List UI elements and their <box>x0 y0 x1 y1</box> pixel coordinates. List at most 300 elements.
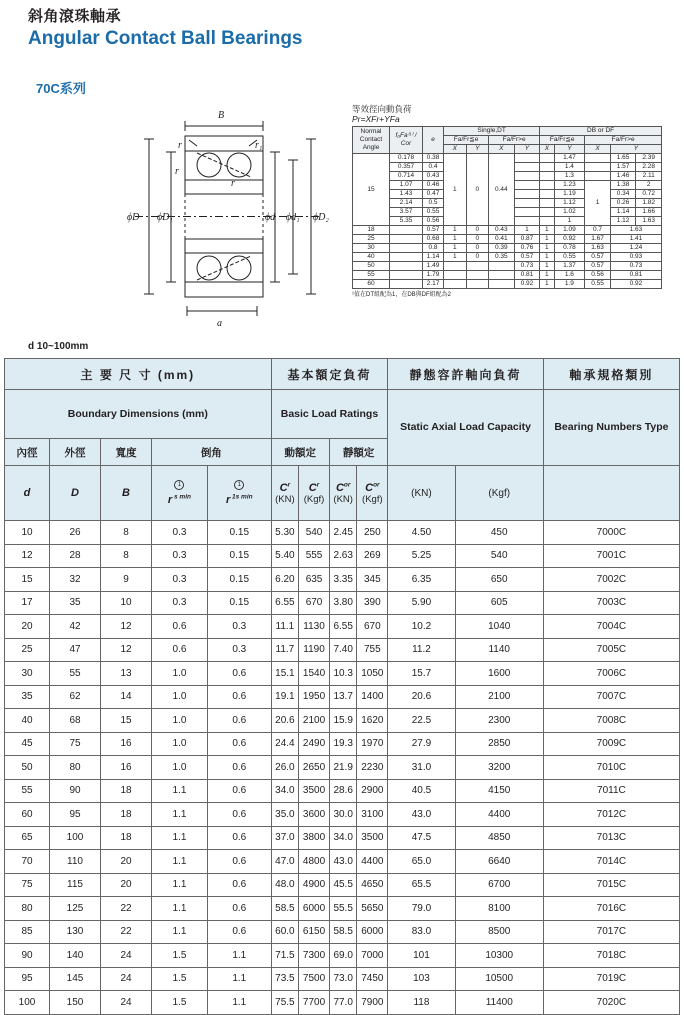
th-y1: Y <box>466 145 489 154</box>
cell-B: 8 <box>101 521 152 545</box>
cell-D: 62 <box>50 685 101 709</box>
load-row: 1.43 0.47 1.19 0.34 0.72 <box>353 190 662 199</box>
cell-D: 75 <box>50 732 101 756</box>
cell-d: 60 <box>5 803 50 827</box>
cell-d: 85 <box>5 920 50 944</box>
cell-cr_kgf: 1130 <box>299 615 330 639</box>
cell-r1: 1.1 <box>207 967 271 991</box>
cell-no: 7010C <box>543 756 679 780</box>
cell-cr_kn: 6.20 <box>271 568 298 592</box>
cell-D: 140 <box>50 944 101 968</box>
th-fafr-le-1: Fa/Fr≦e <box>444 136 489 145</box>
load-row: 25 0.68 1 0 0.41 0.87 1 0.92 1.67 1.41 <box>353 235 662 244</box>
cell-B: 9 <box>101 568 152 592</box>
cell-angle: 15 <box>353 154 390 226</box>
cell-sa_kn: 83.0 <box>388 920 455 944</box>
th-sym-cr-kgf: $C^r$ (Kgf) <box>299 466 330 521</box>
cell-cr_kn: 71.5 <box>271 944 298 968</box>
cell-D: 115 <box>50 873 101 897</box>
cell-no: 7002C <box>543 568 679 592</box>
cell-cr_kn: 75.5 <box>271 991 298 1015</box>
cell-r1: 0.6 <box>207 897 271 921</box>
table-row <box>5 850 680 874</box>
cell-cor_kgf: 3500 <box>357 826 388 850</box>
cell-sa_kn: 65.5 <box>388 873 455 897</box>
cell-no: 7013C <box>543 826 679 850</box>
page-title-cn: 斜角滾珠軸承 <box>28 8 122 25</box>
cell-D: 68 <box>50 709 101 733</box>
dim-label-D1: ϕD₁ <box>157 212 173 223</box>
cell-r: 1.1 <box>152 850 208 874</box>
th-x3: X <box>540 145 554 154</box>
cell-sa_kgf: 1600 <box>455 662 543 686</box>
load-row: 5.35 0.56 1 1.12 1.63 <box>353 217 662 226</box>
cell-d: 10 <box>5 521 50 545</box>
cell-cor_kgf: 7450 <box>357 967 388 991</box>
cell-sa_kgf: 10500 <box>455 967 543 991</box>
cell-r: 1.0 <box>152 685 208 709</box>
cell-sa_kn: 65.0 <box>388 850 455 874</box>
cell-cor_kgf: 345 <box>357 568 388 592</box>
th-fafr-le-2: Fa/Fr≦e <box>540 136 585 145</box>
th-dyn-cn: 動額定 <box>271 439 329 466</box>
cell-r1: 0.6 <box>207 826 271 850</box>
cell-cr_kgf: 7300 <box>299 944 330 968</box>
spec-table-body <box>5 521 680 1015</box>
cell-B: 20 <box>101 873 152 897</box>
load-row: 18 0.57 1 0 0.43 1 1 1.09 0.7 1.63 <box>353 226 662 235</box>
cell-cor_kgf: 390 <box>357 591 388 615</box>
cell-D: 145 <box>50 967 101 991</box>
dim-label-a: a <box>217 318 222 329</box>
cell-D: 32 <box>50 568 101 592</box>
th-y4: Y <box>610 145 661 154</box>
cell-sa_kgf: 11400 <box>455 991 543 1015</box>
cell-cr_kn: 5.30 <box>271 521 298 545</box>
cell-d: 50 <box>5 756 50 780</box>
dim-label-r-3: r <box>231 178 235 189</box>
cell-no: 7018C <box>543 944 679 968</box>
cell-cor_kn: 2.45 <box>329 521 356 545</box>
cell-cr_kgf: 1190 <box>299 638 330 662</box>
cell-cr_kgf: 4900 <box>299 873 330 897</box>
dim-label-d: ϕd <box>265 212 276 223</box>
cell-cor_kn: 3.80 <box>329 591 356 615</box>
cell-no: 7017C <box>543 920 679 944</box>
cell-r1: 0.6 <box>207 662 271 686</box>
dim-label-r-2: r <box>175 166 179 177</box>
cell-r1: 1.1 <box>207 991 271 1015</box>
cell-D: 150 <box>50 991 101 1015</box>
cell-sa_kgf: 450 <box>455 521 543 545</box>
table-row <box>5 967 680 991</box>
cell-cr_kn: 48.0 <box>271 873 298 897</box>
th-dims-en: Boundary Dimensions (mm) <box>5 390 272 439</box>
cell-cor_kn: 73.0 <box>329 967 356 991</box>
cell-cor_kgf: 6000 <box>357 920 388 944</box>
bearing-spec-table <box>4 358 680 1015</box>
cell-r: 1.5 <box>152 991 208 1015</box>
cell-cr_kgf: 1950 <box>299 685 330 709</box>
cell-cor_kn: 19.3 <box>329 732 356 756</box>
cell-r1: 0.15 <box>207 591 271 615</box>
th-x2: X <box>489 145 515 154</box>
cell-r1: 0.3 <box>207 638 271 662</box>
th-number-en: Bearing Numbers Type <box>543 390 679 466</box>
cell-d: 17 <box>5 591 50 615</box>
cell-cor_kgf: 2900 <box>357 779 388 803</box>
equivalent-load-table <box>352 104 662 300</box>
cell-B: 10 <box>101 591 152 615</box>
th-width-cn: 寬度 <box>101 439 152 466</box>
table-row <box>5 944 680 968</box>
cell-sa_kn: 79.0 <box>388 897 455 921</box>
cell-B: 18 <box>101 779 152 803</box>
cell-no: 7014C <box>543 850 679 874</box>
load-caption-cn: 等效徑向動負荷 <box>352 104 412 114</box>
cell-cor_kgf: 7900 <box>357 991 388 1015</box>
load-row: 0.714 0.43 1.3 1.46 2.11 <box>353 172 662 181</box>
cell-sa_kgf: 1140 <box>455 638 543 662</box>
cell-d: 100 <box>5 991 50 1015</box>
table-row <box>5 732 680 756</box>
load-row: 2.14 0.5 1.12 0.26 1.82 <box>353 199 662 208</box>
cell-cor_kgf: 1400 <box>357 685 388 709</box>
cell-r1: 0.15 <box>207 544 271 568</box>
cell-sa_kgf: 2300 <box>455 709 543 733</box>
cell-D: 130 <box>50 920 101 944</box>
cell-r: 1.5 <box>152 944 208 968</box>
th-static-cn: 靜態容許軸向負荷 <box>388 359 544 390</box>
cell-r1: 0.6 <box>207 709 271 733</box>
th-sym-r1smin: 1 r $^{1s min}$ <box>207 466 271 521</box>
cell-cr_kgf: 540 <box>299 521 330 545</box>
cell-B: 16 <box>101 756 152 780</box>
th-sym-D: D <box>50 466 101 521</box>
cell-sa_kn: 5.25 <box>388 544 455 568</box>
cell-sa_kn: 15.7 <box>388 662 455 686</box>
cell-d: 75 <box>5 873 50 897</box>
cell-r1: 0.6 <box>207 920 271 944</box>
cell-D: 35 <box>50 591 101 615</box>
series-label: 70C系列 <box>36 81 86 96</box>
cell-r: 1.1 <box>152 779 208 803</box>
cell-d: 20 <box>5 615 50 639</box>
cell-cr_kgf: 7500 <box>299 967 330 991</box>
cell-d: 40 <box>5 709 50 733</box>
th-inner-cn: 內徑 <box>5 439 50 466</box>
cell-r1: 0.15 <box>207 568 271 592</box>
th-static-en: Static Axial Load Capacity <box>388 390 544 466</box>
cell-d: 25 <box>5 638 50 662</box>
th-x1: X <box>444 145 467 154</box>
cell-r: 1.1 <box>152 803 208 827</box>
cell-cor_kn: 34.0 <box>329 826 356 850</box>
cell-sa_kgf: 1040 <box>455 615 543 639</box>
cell-r: 1.5 <box>152 967 208 991</box>
cell-cr_kgf: 6000 <box>299 897 330 921</box>
cell-B: 24 <box>101 967 152 991</box>
table-row <box>5 638 680 662</box>
cell-sa_kn: 10.2 <box>388 615 455 639</box>
th-fafr-gt-2: Fa/Fr>e <box>585 136 662 145</box>
cell-B: 12 <box>101 615 152 639</box>
cell-r: 1.1 <box>152 873 208 897</box>
cell-sa_kgf: 4850 <box>455 826 543 850</box>
cell-cor_kgf: 4650 <box>357 873 388 897</box>
cell-sa_kn: 103 <box>388 967 455 991</box>
load-row: 50 1.49 0.73 1 1.37 0.57 0.73 <box>353 262 662 271</box>
cell-sa_kn: 11.2 <box>388 638 455 662</box>
cell-cr_kn: 15.1 <box>271 662 298 686</box>
cell-r: 0.3 <box>152 568 208 592</box>
cell-r1: 1.1 <box>207 944 271 968</box>
th-db-df: DB or DF <box>540 127 662 136</box>
cell-r: 1.1 <box>152 897 208 921</box>
cell-cor_kn: 45.5 <box>329 873 356 897</box>
cell-no: 7001C <box>543 544 679 568</box>
load-caption-formula: Pr=XFr+YFa <box>352 114 400 124</box>
cell-r1: 0.6 <box>207 873 271 897</box>
th-sta-cn: 靜額定 <box>329 439 387 466</box>
cell-r: 0.6 <box>152 615 208 639</box>
table-row <box>5 568 680 592</box>
th-single-dt: Single,DT <box>444 127 540 136</box>
cell-cr_kn: 60.0 <box>271 920 298 944</box>
cell-cor_kn: 69.0 <box>329 944 356 968</box>
th-static-kgf: (Kgf) <box>455 466 543 521</box>
load-ratings-table <box>352 126 662 289</box>
cell-cr_kgf: 3800 <box>299 826 330 850</box>
dim-label-r1: r₁ <box>255 140 263 151</box>
cell-r: 1.0 <box>152 662 208 686</box>
load-table-body <box>353 154 662 289</box>
table-row <box>5 826 680 850</box>
cell-sa_kgf: 3200 <box>455 756 543 780</box>
th-dims-cn: 主 要 尺 寸 (mm) <box>5 359 272 390</box>
th-fafr-gt-1: Fa/Fr>e <box>489 136 540 145</box>
cell-cor_kn: 15.9 <box>329 709 356 733</box>
load-row: 1.07 0.46 1.23 1 1.38 2 <box>353 181 662 190</box>
cell-cr_kn: 58.5 <box>271 897 298 921</box>
cell-r1: 0.3 <box>207 615 271 639</box>
cell-cr_kgf: 555 <box>299 544 330 568</box>
cell-r: 1.0 <box>152 709 208 733</box>
cell-d: 65 <box>5 826 50 850</box>
cell-r1: 0.6 <box>207 756 271 780</box>
table-row <box>5 521 680 545</box>
cell-d: 45 <box>5 732 50 756</box>
cell-no: 7020C <box>543 991 679 1015</box>
load-table-footnote: ¹值在DT組配為1，在DB與DF組配為2 <box>352 292 452 298</box>
cell-r1: 0.15 <box>207 521 271 545</box>
th-e: e <box>423 127 444 154</box>
cell-sa_kn: 22.5 <box>388 709 455 733</box>
cell-no: 7009C <box>543 732 679 756</box>
cell-B: 22 <box>101 920 152 944</box>
cell-D: 55 <box>50 662 101 686</box>
cell-cor_kgf: 1970 <box>357 732 388 756</box>
cell-B: 8 <box>101 544 152 568</box>
load-row: 3.57 0.55 1.02 1.14 1.66 <box>353 208 662 217</box>
table-row <box>5 615 680 639</box>
cell-cr_kgf: 670 <box>299 591 330 615</box>
table-row <box>5 685 680 709</box>
th-sym-cor-kgf: $C^{or}$ (Kgf) <box>357 466 388 521</box>
cell-sa_kn: 5.90 <box>388 591 455 615</box>
cell-cor_kn: 43.0 <box>329 850 356 874</box>
th-x4: X <box>585 145 611 154</box>
cell-B: 16 <box>101 732 152 756</box>
th-contact-angle: Normal Contact Angle <box>353 127 390 154</box>
cell-B: 13 <box>101 662 152 686</box>
cell-cr_kn: 11.7 <box>271 638 298 662</box>
cell-D: 28 <box>50 544 101 568</box>
cell-no: 7011C <box>543 779 679 803</box>
cell-no: 7007C <box>543 685 679 709</box>
cell-sa_kgf: 6640 <box>455 850 543 874</box>
cell-r1: 0.6 <box>207 803 271 827</box>
dim-label-B: B <box>218 110 225 121</box>
cell-no: 7000C <box>543 521 679 545</box>
page-title-en: Angular Contact Ball Bearings <box>28 28 303 49</box>
th-sym-B: B <box>101 466 152 521</box>
cell-sa_kn: 47.5 <box>388 826 455 850</box>
cell-cor_kn: 58.5 <box>329 920 356 944</box>
cell-cr_kgf: 2490 <box>299 732 330 756</box>
cell-r: 1.1 <box>152 826 208 850</box>
cell-cr_kgf: 7700 <box>299 991 330 1015</box>
cell-d: 95 <box>5 967 50 991</box>
cell-d: 15 <box>5 568 50 592</box>
cell-cor_kgf: 4400 <box>357 850 388 874</box>
bearing-drawing-svg <box>105 104 345 329</box>
cell-no: 7019C <box>543 967 679 991</box>
dim-label-r: r <box>178 140 182 151</box>
cell-cor_kgf: 755 <box>357 638 388 662</box>
cell-cor_kn: 55.5 <box>329 897 356 921</box>
load-row: 30 0.8 1 0 0.39 0.76 1 0.78 1.63 1.24 <box>353 244 662 253</box>
footnote-marker-1: 1 <box>174 480 184 490</box>
cell-d: 30 <box>5 662 50 686</box>
cell-sa_kn: 6.35 <box>388 568 455 592</box>
cell-sa_kgf: 8500 <box>455 920 543 944</box>
table-row <box>5 544 680 568</box>
cell-D: 95 <box>50 803 101 827</box>
cell-sa_kn: 4.50 <box>388 521 455 545</box>
th-load-cn: 基本額定負荷 <box>271 359 388 390</box>
th-sym-rsmin: 1 r $^{s min}$ <box>152 466 208 521</box>
cell-B: 18 <box>101 826 152 850</box>
th-f0facor: f₀Fa⁽¹⁾ / Cor <box>390 127 423 154</box>
cell-no: 7004C <box>543 615 679 639</box>
cell-B: 14 <box>101 685 152 709</box>
cell-cor_kn: 13.7 <box>329 685 356 709</box>
cell-sa_kgf: 8100 <box>455 897 543 921</box>
cell-cr_kn: 37.0 <box>271 826 298 850</box>
cell-sa_kn: 31.0 <box>388 756 455 780</box>
cell-no: 7008C <box>543 709 679 733</box>
cell-sa_kgf: 650 <box>455 568 543 592</box>
cell-cr_kgf: 3600 <box>299 803 330 827</box>
load-row: 60 2.17 0.92 1 1.9 0.55 0.92 <box>353 280 662 289</box>
cell-cr_kn: 34.0 <box>271 779 298 803</box>
cell-D: 26 <box>50 521 101 545</box>
cell-r1: 0.6 <box>207 850 271 874</box>
cell-D: 42 <box>50 615 101 639</box>
dim-label-D2: ϕD₂ <box>313 212 329 223</box>
th-y2: Y <box>514 145 540 154</box>
cell-cor_kgf: 1050 <box>357 662 388 686</box>
table-row <box>5 897 680 921</box>
cell-cr_kn: 35.0 <box>271 803 298 827</box>
cell-cr_kn: 11.1 <box>271 615 298 639</box>
table-row <box>5 591 680 615</box>
cell-sa_kgf: 540 <box>455 544 543 568</box>
cell-d: 90 <box>5 944 50 968</box>
cell-sa_kn: 118 <box>388 991 455 1015</box>
table-row <box>5 803 680 827</box>
cell-no: 7012C <box>543 803 679 827</box>
cell-cr_kgf: 1540 <box>299 662 330 686</box>
cell-B: 12 <box>101 638 152 662</box>
cell-r: 0.3 <box>152 521 208 545</box>
dim-label-d1: ϕd₁ <box>286 212 300 223</box>
load-row: 55 1.79 0.81 1 1.6 0.56 0.81 <box>353 271 662 280</box>
cell-no: 7005C <box>543 638 679 662</box>
cell-r1: 0.6 <box>207 685 271 709</box>
cell-cor_kgf: 7000 <box>357 944 388 968</box>
cell-sa_kgf: 2100 <box>455 685 543 709</box>
cell-cor_kgf: 5650 <box>357 897 388 921</box>
cell-B: 15 <box>101 709 152 733</box>
cell-cr_kn: 5.40 <box>271 544 298 568</box>
cell-sa_kn: 43.0 <box>388 803 455 827</box>
cell-D: 80 <box>50 756 101 780</box>
cell-sa_kgf: 2850 <box>455 732 543 756</box>
cell-cor_kn: 28.6 <box>329 779 356 803</box>
cell-r1: 0.6 <box>207 732 271 756</box>
cell-cor_kgf: 670 <box>357 615 388 639</box>
cell-r: 1.1 <box>152 920 208 944</box>
dim-label-D: ϕD <box>127 212 140 223</box>
cell-cor_kgf: 3100 <box>357 803 388 827</box>
cell-cr_kn: 26.0 <box>271 756 298 780</box>
cell-cr_kn: 6.55 <box>271 591 298 615</box>
cell-cr_kgf: 2650 <box>299 756 330 780</box>
cell-D: 125 <box>50 897 101 921</box>
load-row: 0.357 0.4 1.4 1.57 2.28 <box>353 163 662 172</box>
cell-d: 12 <box>5 544 50 568</box>
cell-sa_kgf: 4400 <box>455 803 543 827</box>
cell-no: 7015C <box>543 873 679 897</box>
cell-cr_kgf: 6150 <box>299 920 330 944</box>
table-row <box>5 873 680 897</box>
cell-D: 90 <box>50 779 101 803</box>
cell-B: 24 <box>101 944 152 968</box>
cell-cor_kn: 3.35 <box>329 568 356 592</box>
d-range-label: d 10~100mm <box>28 341 89 352</box>
th-load-en: Basic Load Ratings <box>271 390 388 439</box>
cell-sa_kn: 101 <box>388 944 455 968</box>
cell-B: 24 <box>101 991 152 1015</box>
cell-sa_kgf: 6700 <box>455 873 543 897</box>
cell-cor_kn: 77.0 <box>329 991 356 1015</box>
cell-cor_kgf: 269 <box>357 544 388 568</box>
table-row <box>5 662 680 686</box>
th-sym-cor-kn: $C^{or}$ (KN) <box>329 466 356 521</box>
th-number-blank <box>543 466 679 521</box>
